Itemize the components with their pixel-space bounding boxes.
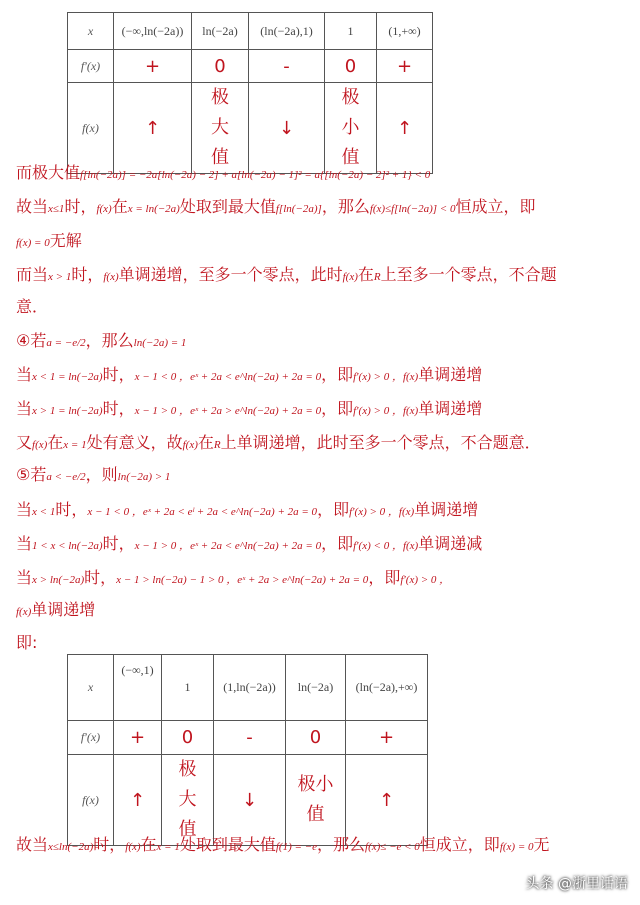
line-case-4-above bbox=[16, 396, 632, 419]
line-case-4-below bbox=[16, 362, 632, 385]
watermark: 头条 @浙里话语 bbox=[525, 876, 628, 892]
text: ，即 bbox=[317, 500, 350, 519]
formula: f(x) bbox=[32, 439, 48, 451]
text: 单调递增 bbox=[418, 399, 483, 418]
formula: f(x) bbox=[402, 371, 419, 383]
table2-header-interval-3: (ln(−2a),+∞) bbox=[346, 655, 428, 721]
formula: f[ln(−2a)] = −2a[ln(−2a) − 2] + a[ln(−2a) − 1]² = a{[ln(−2a) − 2]² + 1} < 0 bbox=[80, 169, 431, 181]
text: ，那么 bbox=[317, 835, 366, 854]
table2-header-interval-2: (1,ln(−2a)) bbox=[214, 655, 286, 721]
text: 当 bbox=[16, 399, 33, 418]
line-final-conclusion bbox=[16, 832, 632, 855]
formula: f(x) bbox=[96, 203, 112, 215]
table2-derivative-sign: + bbox=[346, 721, 428, 755]
monotonicity-table-1 bbox=[67, 12, 433, 174]
formula: x − 1 < 0 ， bbox=[87, 506, 143, 518]
text: 时， bbox=[102, 365, 135, 384]
text: 单调递增 bbox=[31, 600, 96, 619]
table2-derivative-sign: - bbox=[214, 721, 286, 755]
table1-derivative-sign: - bbox=[249, 50, 325, 83]
formula: x≤1 bbox=[48, 203, 65, 215]
text: 时， bbox=[71, 265, 104, 284]
text: 又 bbox=[16, 433, 33, 452]
text: 上单调递增，此时至多一个零点，不合题意． bbox=[220, 433, 541, 452]
text: 在 bbox=[47, 433, 64, 452]
line-case-5-below-1 bbox=[16, 497, 632, 520]
formula: f′(x) > 0 ， bbox=[353, 371, 403, 383]
text: 当 bbox=[16, 568, 33, 587]
text: 时， bbox=[93, 835, 126, 854]
formula: f(x) bbox=[16, 606, 32, 618]
table1-derivative-sign: 0 bbox=[192, 50, 249, 83]
line-case-4 bbox=[16, 328, 632, 351]
formula: f′(x) > 0 ， bbox=[400, 574, 451, 586]
formula: f(1) = −e bbox=[275, 841, 317, 853]
text: 时， bbox=[84, 568, 117, 587]
table1-trend-arrow: ↓ bbox=[249, 83, 325, 174]
formula: f(x) bbox=[342, 271, 358, 283]
formula: eˣ + 2a > e^ln(−2a) + 2a = 0 bbox=[190, 405, 322, 417]
formula: f′(x) > 0 ， bbox=[349, 506, 399, 518]
table1-derivative-sign: 0 bbox=[325, 50, 377, 83]
table1-trend-arrow: ↑ bbox=[114, 83, 192, 174]
formula: x = 1 bbox=[63, 439, 87, 451]
formula: x − 1 > 0 ， bbox=[134, 540, 191, 552]
formula: R bbox=[373, 271, 381, 283]
table2-trend-arrow: ↑ bbox=[346, 755, 428, 846]
text: 当 bbox=[16, 500, 33, 519]
text: 单调递增 bbox=[418, 365, 483, 384]
table2-header-x: x bbox=[68, 655, 114, 721]
table2-header-point-2: ln(−2a) bbox=[286, 655, 346, 721]
line-x-greater-1 bbox=[16, 262, 632, 285]
formula: x − 1 > 0 ， bbox=[134, 405, 191, 417]
line-namely bbox=[16, 630, 632, 653]
formula: eˣ + 2a < eˡ + 2a < e^ln(−2a) + 2a = 0 bbox=[142, 506, 318, 518]
formula: x < 1 = ln(−2a) bbox=[32, 371, 103, 383]
table1-derivative-sign: + bbox=[377, 50, 433, 83]
table1-header-interval-3: (1,+∞) bbox=[377, 13, 433, 50]
text: 而当 bbox=[16, 265, 49, 284]
text: 恒成立，即 bbox=[419, 835, 500, 854]
formula: f(x) bbox=[103, 271, 119, 283]
formula: x > ln(−2a) bbox=[32, 574, 85, 586]
text: 单调递减 bbox=[418, 534, 483, 553]
table2-trend-arrow: ↑ bbox=[114, 755, 162, 846]
table2-derivative-sign: 0 bbox=[162, 721, 214, 755]
formula: x≤ln(−2a) bbox=[48, 841, 94, 853]
text: 当 bbox=[16, 534, 33, 553]
formula: a < −e/2 bbox=[46, 471, 86, 483]
text: 处有意义，故 bbox=[86, 433, 183, 452]
text: 时， bbox=[102, 534, 135, 553]
formula: f(x) = 0 bbox=[16, 237, 50, 249]
text: 在 bbox=[111, 197, 128, 216]
text: 故当 bbox=[16, 835, 49, 854]
formula: f(x) bbox=[402, 540, 419, 552]
table1-function-label: f(x) bbox=[68, 83, 114, 174]
table1-header-point-2: 1 bbox=[325, 13, 377, 50]
text: 在 bbox=[140, 835, 157, 854]
line-continuation bbox=[16, 294, 632, 317]
text: 时， bbox=[64, 197, 97, 216]
table1-trend-arrow: ↑ bbox=[377, 83, 433, 174]
formula: eˣ + 2a < e^ln(−2a) + 2a = 0 bbox=[190, 540, 322, 552]
formula: x − 1 > ln(−2a) − 1 > 0 ， bbox=[116, 574, 238, 586]
text: 当 bbox=[16, 365, 33, 384]
table2-extremum-label: 极大值 bbox=[162, 755, 214, 846]
table2-trend-arrow: ↓ bbox=[214, 755, 286, 846]
text: 无解 bbox=[49, 231, 82, 250]
table2-derivative-sign: 0 bbox=[286, 721, 346, 755]
table1-header-point-1: ln(−2a) bbox=[192, 13, 249, 50]
text: ，那么 bbox=[85, 331, 134, 350]
formula: f(x) = 0 bbox=[499, 841, 534, 853]
formula: R bbox=[213, 439, 221, 451]
line-case-5-above bbox=[16, 565, 632, 588]
table2-header-point-1: 1 bbox=[162, 655, 214, 721]
formula: f[ln(−2a)] bbox=[275, 203, 322, 215]
table1-extremum-label: 极大值 bbox=[192, 83, 249, 174]
formula: x = ln(−2a) bbox=[127, 203, 180, 215]
table1-derivative-sign: + bbox=[114, 50, 192, 83]
text: 即: bbox=[16, 633, 38, 652]
text: 时， bbox=[102, 399, 135, 418]
formula: eˣ + 2a < e^ln(−2a) + 2a = 0 bbox=[190, 371, 322, 383]
line-case-5-middle bbox=[16, 531, 632, 554]
text: 上至多一个零点，不合题 bbox=[380, 265, 557, 284]
table1-extremum-label: 极小值 bbox=[325, 83, 377, 174]
formula: f(x) bbox=[182, 439, 198, 451]
text: 恒成立，即 bbox=[455, 197, 536, 216]
table1-header-interval-1: (−∞,ln(−2a)) bbox=[114, 13, 192, 50]
formula: f(x)≤ −e < 0 bbox=[365, 841, 420, 853]
formula: ln(−2a) = 1 bbox=[133, 337, 187, 349]
table2-derivative-label: f′(x) bbox=[68, 721, 114, 755]
text: ，即 bbox=[321, 534, 354, 553]
text: ，则 bbox=[85, 465, 118, 484]
line-case-5-increasing bbox=[16, 597, 632, 620]
line-conclusion-1 bbox=[16, 194, 632, 217]
line-case-5 bbox=[16, 462, 632, 485]
text: 而极大值 bbox=[16, 163, 81, 182]
formula: f′(x) > 0 ， bbox=[353, 405, 403, 417]
text: ，即 bbox=[368, 568, 401, 587]
formula: ln(−2a) > 1 bbox=[117, 471, 171, 483]
table2-extremum-label: 极小值 bbox=[286, 755, 346, 846]
text: 处取到最大值 bbox=[179, 197, 276, 216]
table1-header-x: x bbox=[68, 13, 114, 50]
formula: x < 1 bbox=[32, 506, 56, 518]
formula: a = −e/2 bbox=[46, 337, 86, 349]
text: 处取到最大值 bbox=[179, 835, 276, 854]
table2-derivative-sign: + bbox=[114, 721, 162, 755]
text: 意． bbox=[16, 297, 49, 316]
table2-function-label: f(x) bbox=[68, 755, 114, 846]
text: 时， bbox=[55, 500, 88, 519]
formula: x = 1 bbox=[156, 841, 180, 853]
text: ⑤若 bbox=[16, 465, 47, 484]
text: ，即 bbox=[321, 399, 354, 418]
text: 在 bbox=[357, 265, 374, 284]
formula: f(x) bbox=[398, 506, 415, 518]
formula: x > 1 = ln(−2a) bbox=[32, 405, 103, 417]
line-max-value bbox=[16, 160, 632, 183]
text: ，即 bbox=[321, 365, 354, 384]
text: 单调递增 bbox=[414, 500, 479, 519]
formula: f(x) bbox=[125, 841, 141, 853]
monotonicity-table-2 bbox=[67, 654, 428, 846]
formula: x − 1 < 0 ， bbox=[134, 371, 191, 383]
formula: f(x)≤f[ln(−2a)] < 0 bbox=[369, 203, 456, 215]
text: 在 bbox=[197, 433, 214, 452]
text: ，那么 bbox=[321, 197, 370, 216]
line-no-solution bbox=[16, 228, 632, 251]
text: ④若 bbox=[16, 331, 47, 350]
text: 故当 bbox=[16, 197, 49, 216]
table1-derivative-label: f′(x) bbox=[68, 50, 114, 83]
formula: x > 1 bbox=[48, 271, 72, 283]
line-case-4-conclusion bbox=[16, 430, 632, 453]
formula: f(x) bbox=[402, 405, 419, 417]
formula: f′(x) < 0 ， bbox=[353, 540, 403, 552]
formula: eˣ + 2a > e^ln(−2a) + 2a = 0 bbox=[237, 574, 369, 586]
text: 单调递增，至多一个零点，此时 bbox=[118, 265, 343, 284]
table2-header-interval-1: (−∞,1) bbox=[114, 655, 162, 721]
table1-header-interval-2: (ln(−2a),1) bbox=[249, 13, 325, 50]
text: 无 bbox=[533, 835, 550, 854]
formula: 1 < x < ln(−2a) bbox=[32, 540, 103, 552]
